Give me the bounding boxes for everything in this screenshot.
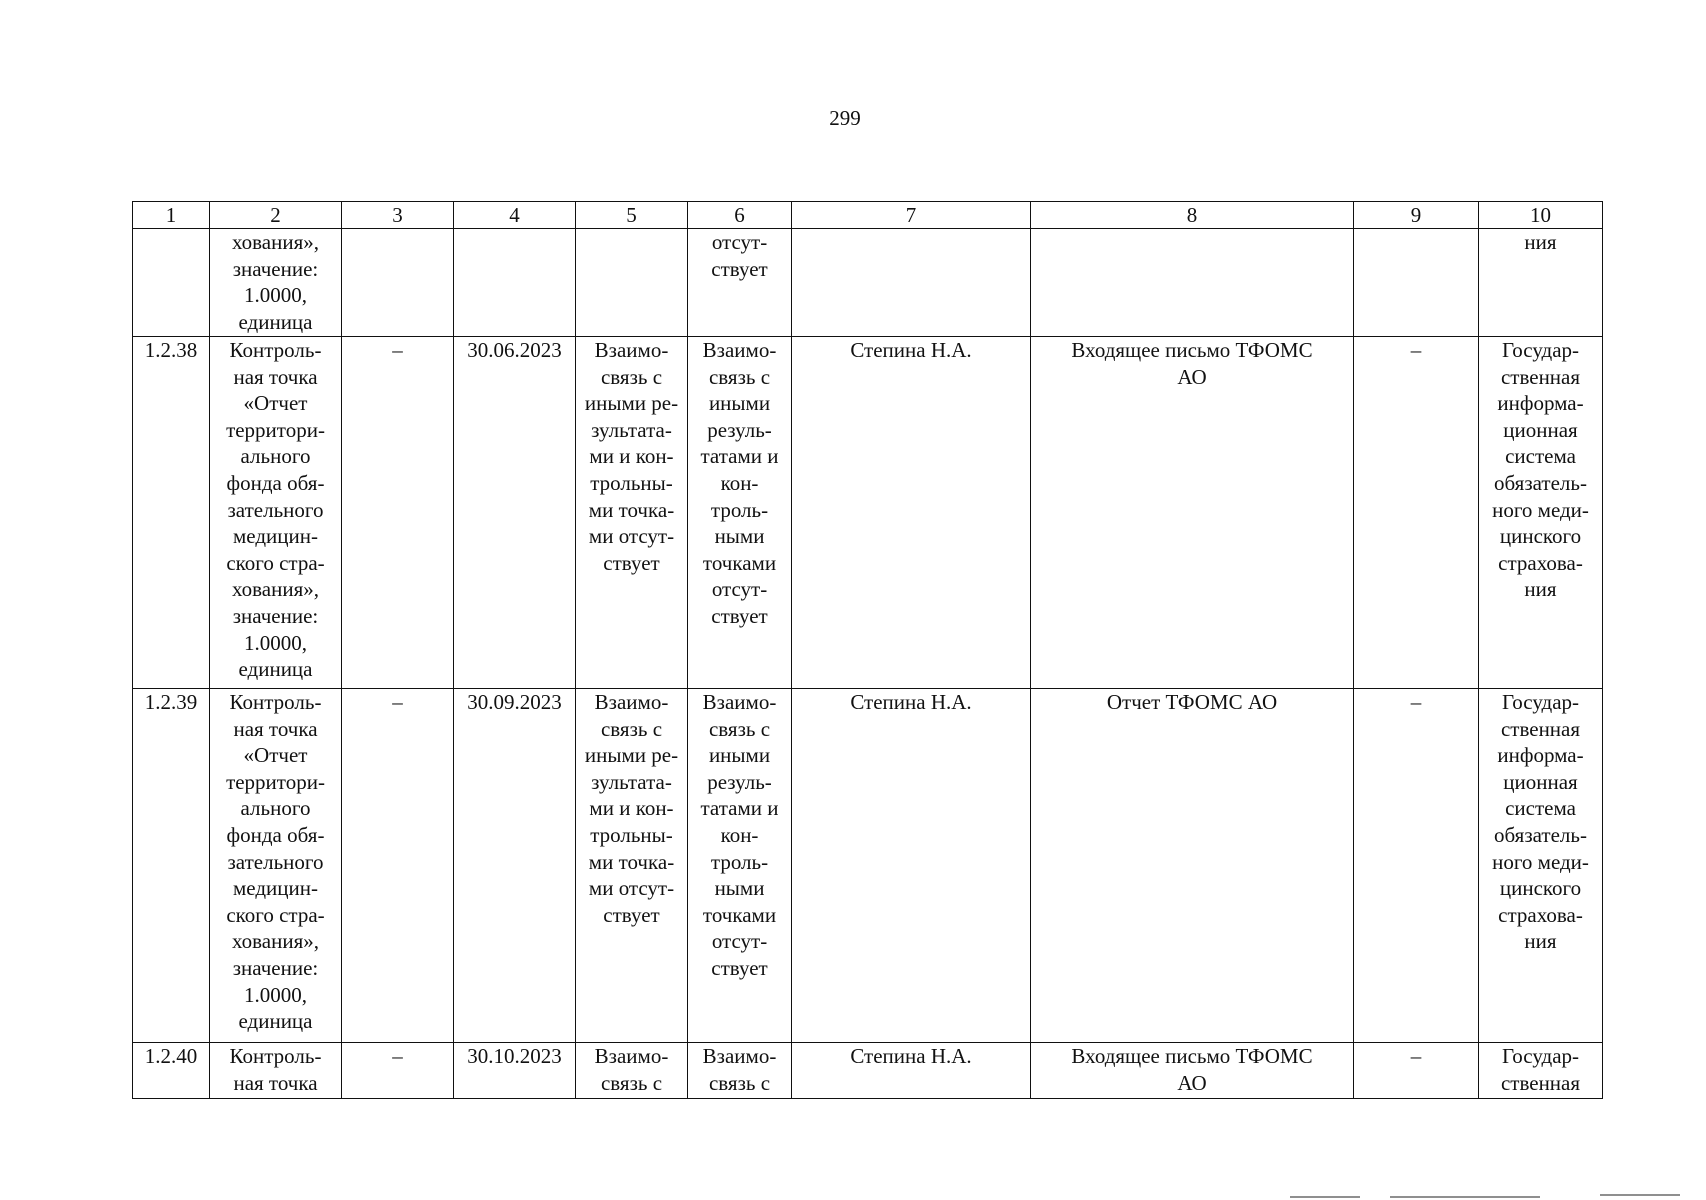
table-cell [1479, 229, 1603, 337]
cell-text: – [392, 338, 403, 362]
table-cell [1354, 229, 1479, 337]
scan-artifact-line [1600, 1194, 1680, 1196]
table-cell [1354, 1043, 1479, 1099]
table-cell [342, 229, 454, 337]
column-header: 2 [210, 202, 342, 229]
cell-text: Отчет ТФОМС АО [1106, 690, 1278, 714]
cell-text: 1.2.38 [144, 338, 198, 362]
table-cell [454, 229, 576, 337]
cell-text: Государ- ственная информа- ционная система обязатель- ного меди- цинского страхова- ния [1492, 690, 1589, 954]
cell-text: Входящее письмо ТФОМС АО [1071, 338, 1313, 389]
table-cell [1479, 1043, 1603, 1099]
table-cell [1479, 337, 1603, 689]
table-cell [1031, 689, 1354, 1043]
table-row [133, 689, 1603, 1043]
table-cell [792, 689, 1031, 1043]
cell-text: Контроль- ная точка [229, 1044, 322, 1095]
table-cell [133, 337, 210, 689]
cell-text: Степина Н.А. [850, 1044, 972, 1068]
table-row [133, 229, 1603, 337]
table-cell [454, 689, 576, 1043]
table-cell [133, 1043, 210, 1099]
column-header: 8 [1031, 202, 1354, 229]
table-cell [576, 229, 688, 337]
column-header: 1 [133, 202, 210, 229]
table-cell [1031, 1043, 1354, 1099]
cell-text: – [1410, 1044, 1422, 1068]
column-header: 7 [792, 202, 1031, 229]
table-cell [576, 1043, 688, 1099]
table-cell [1479, 689, 1603, 1043]
table-cell [210, 689, 342, 1043]
table-cell [688, 1043, 792, 1099]
cell-text: Государ- ственная информа- ционная система обязатель- ного меди- цинского страхова- ния [1492, 338, 1589, 602]
column-header: 5 [576, 202, 688, 229]
table-header-row [133, 202, 1603, 229]
cell-text: 30.06.2023 [467, 338, 562, 362]
cell-text: Взаимо- связь с иными резуль- татами и кон- троль- ными точками отсут- ствует [700, 690, 779, 980]
table-cell [1354, 337, 1479, 689]
table-cell [1031, 229, 1354, 337]
cell-text: – [392, 690, 403, 714]
cell-text: Степина Н.А. [850, 690, 972, 714]
table-cell [454, 1043, 576, 1099]
cell-text: – [1410, 338, 1422, 362]
table-cell [210, 337, 342, 689]
cell-text: Взаимо- связь с иными резуль- татами и кон- троль- ными точками отсут- ствует [700, 338, 779, 628]
table-row [133, 337, 1603, 689]
table-cell [1354, 689, 1479, 1043]
table-cell [1031, 337, 1354, 689]
cell-text: – [392, 1044, 403, 1068]
table-cell [688, 229, 792, 337]
cell-text: Контроль- ная точка «Отчет территори- ального фонда обя- зательного медицин- ского стра- хования», значение: 1.0000, единица [226, 690, 325, 1034]
cell-text: Входящее письмо ТФОМС АО [1071, 1044, 1313, 1095]
table-cell [342, 1043, 454, 1099]
table-cell [792, 1043, 1031, 1099]
table-cell [210, 229, 342, 337]
page-number: 299 [829, 106, 861, 130]
column-header: 9 [1354, 202, 1479, 229]
table-cell [792, 229, 1031, 337]
scan-artifact-line [1390, 1196, 1540, 1198]
table-cell [342, 689, 454, 1043]
cell-text: отсут- ствует [711, 230, 768, 281]
column-header: 10 [1479, 202, 1603, 229]
cell-text: Взаимо- связь с [594, 1044, 669, 1095]
table-cell [792, 337, 1031, 689]
table-cell [688, 689, 792, 1043]
table-cell [576, 689, 688, 1043]
scan-artifact-line [1290, 1196, 1360, 1198]
cell-text: ния [1524, 230, 1557, 254]
cell-text: Степина Н.А. [850, 338, 972, 362]
table-cell [210, 1043, 342, 1099]
column-header: 6 [688, 202, 792, 229]
table-cell [688, 337, 792, 689]
cell-text: Контроль- ная точка «Отчет территори- ального фонда обя- зательного медицин- ского стра- хования», значение: 1.0000, единица [226, 338, 325, 682]
table-cell [454, 337, 576, 689]
table-row [133, 1043, 1603, 1099]
cell-text: Взаимо- связь с иными ре- зультата- ми и кон- трольны- ми точка- ми отсут- ствует [584, 338, 679, 575]
cell-text: – [1410, 690, 1422, 714]
cell-text: хования», значение: 1.0000, единица [231, 230, 320, 334]
table-cell [133, 229, 210, 337]
table-cell [342, 337, 454, 689]
cell-text: 30.10.2023 [467, 1044, 562, 1068]
column-header: 4 [454, 202, 576, 229]
cell-text: Государ- ственная [1500, 1044, 1581, 1095]
column-header: 3 [342, 202, 454, 229]
cell-text: 1.2.40 [144, 1044, 198, 1068]
table-cell [576, 337, 688, 689]
cell-text: Взаимо- связь с [702, 1044, 777, 1095]
cell-text: 30.09.2023 [467, 690, 562, 714]
table-cell [133, 689, 210, 1043]
cell-text: Взаимо- связь с иными ре- зультата- ми и кон- трольны- ми точка- ми отсут- ствует [584, 690, 679, 927]
cell-text: 1.2.39 [144, 690, 198, 714]
document-table [132, 201, 1603, 1099]
